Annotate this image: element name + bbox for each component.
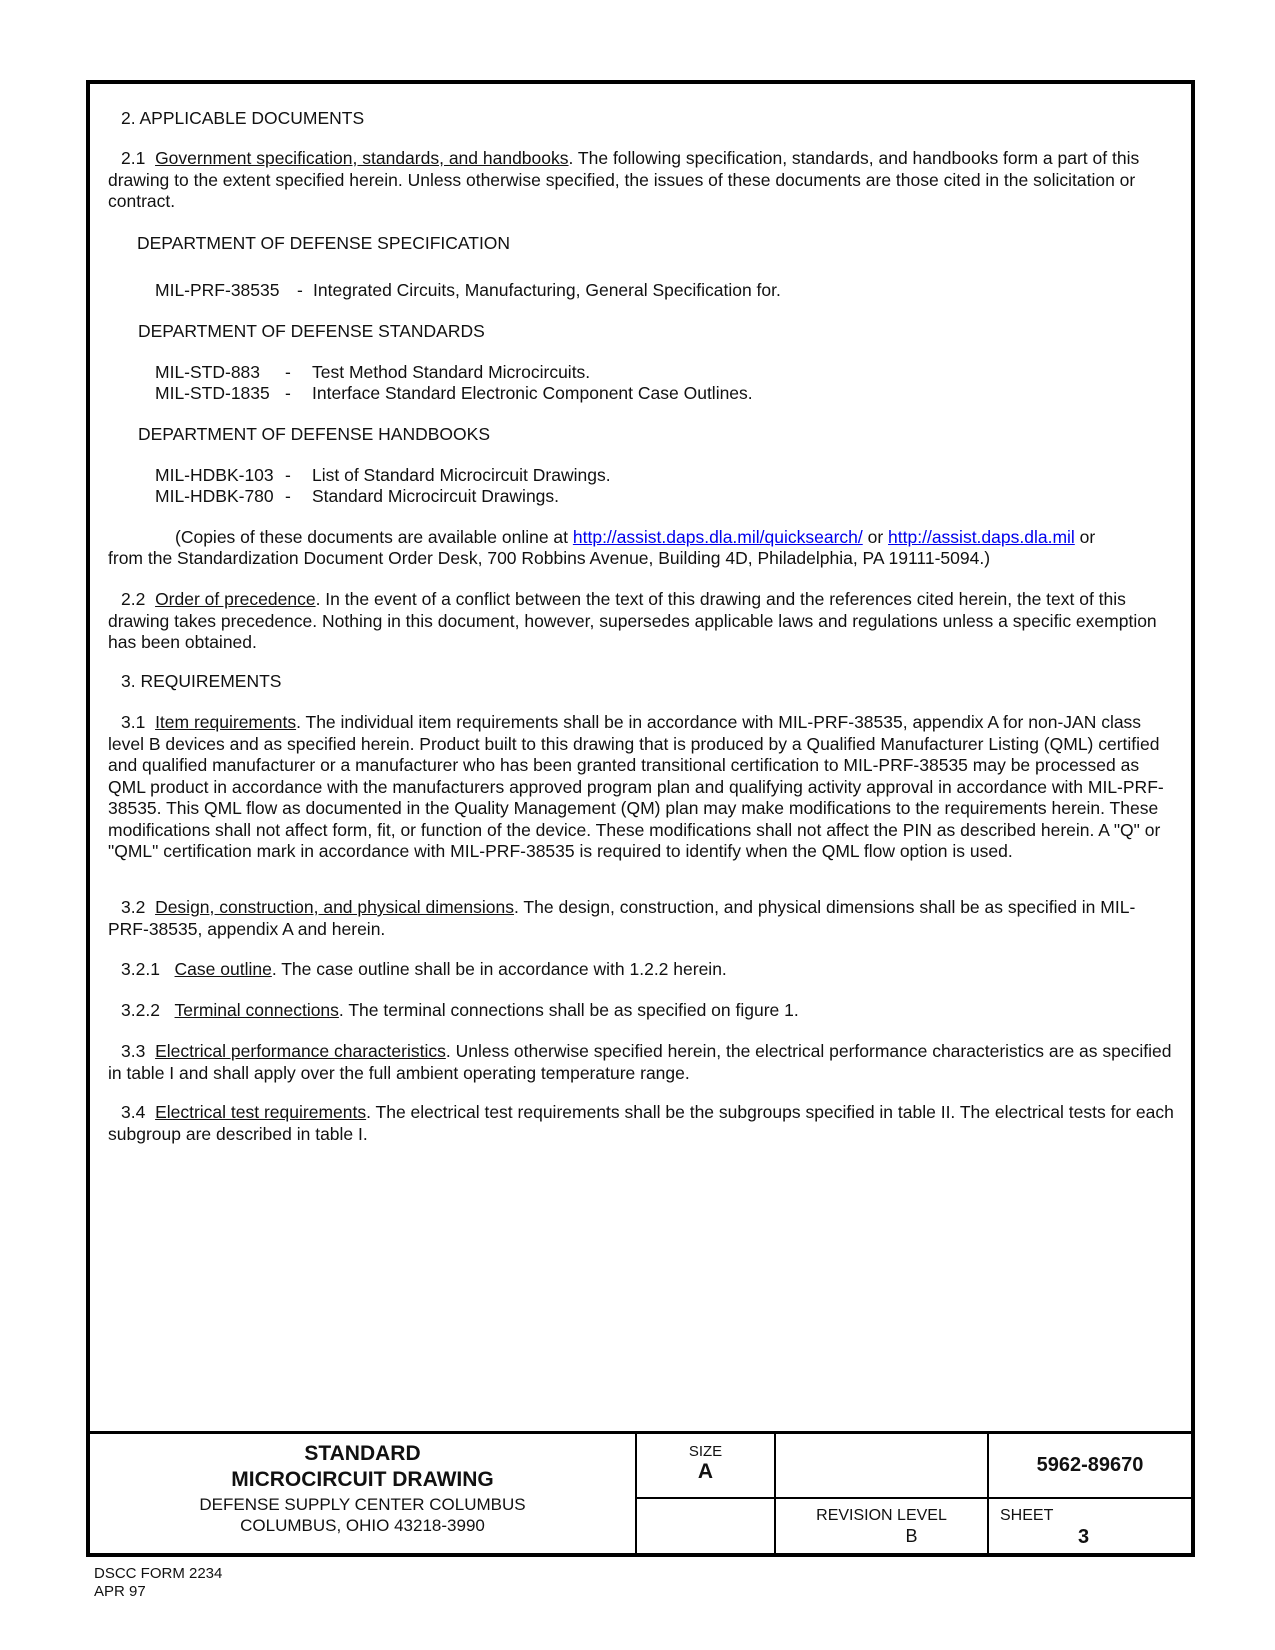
spec-item-dash: - — [297, 280, 303, 300]
size-cell — [637, 1443, 774, 1484]
std-item-id: MIL-STD-1835 — [155, 383, 270, 403]
copies-or: or — [862, 527, 889, 547]
title-block-agency — [90, 1441, 635, 1536]
form-footer — [94, 1565, 222, 1601]
paragraph-2-2-number: 2.2 — [121, 589, 146, 609]
form-date: APR 97 — [94, 1583, 146, 1600]
paragraph-2-1-text: . The following specification, standards, and handbooks form a part of this drawing to the extent specified herein. Unless otherwise specified, the issues of these documents are those cited in the solicitation or contract. — [108, 148, 1140, 211]
spec-item-desc: Integrated Circuits, Manufacturing, General Specification for. — [313, 280, 781, 300]
sheet-label: SHEET — [1000, 1507, 1054, 1524]
spec-item-id: MIL-PRF-38535 — [155, 280, 280, 300]
revision-cell — [776, 1506, 987, 1546]
hdbk-item-id: MIL-HDBK-780 — [155, 486, 274, 506]
paragraph-3-2-1-text: . The case outline shall be in accordance with 1.2.2 herein. — [271, 959, 727, 979]
paragraph-2-1-title: Government specification, standards, and handbooks — [155, 148, 569, 168]
std-item-desc: Interface Standard Electronic Component Case Outlines. — [312, 383, 753, 403]
paragraph-3-2-title: Design, construction, and physical dimensions — [155, 897, 515, 917]
title-agency-name: DEFENSE SUPPLY CENTER COLUMBUS — [199, 1495, 526, 1514]
paragraph-2-2-title: Order of precedence — [155, 589, 316, 609]
spec-heading: DEPARTMENT OF DEFENSE SPECIFICATION — [137, 233, 511, 253]
paragraph-3-2-2-number: 3.2.2 — [121, 1000, 160, 1020]
title-block — [90, 1431, 1191, 1556]
sheet-value: 3 — [1078, 1526, 1090, 1548]
paragraph-2-1-number: 2.1 — [121, 148, 146, 168]
copies-line-1 — [175, 527, 1095, 549]
sheet-cell — [1000, 1506, 1191, 1548]
paragraph-3-1 — [108, 712, 1176, 863]
std-item-dash: - — [285, 383, 291, 403]
paragraph-3-1-title: Item requirements — [155, 712, 297, 732]
paragraph-3-1-text: . The individual item requirements shall be in accordance with MIL-PRF-38535, appendix A for non-JAN class level B devices and as specified herein. Product built to this drawing that is produced by a Qualified Manufacturer Listing (QML) certified and qualified manufacturer or a manufacturer who has been granted transitional certification to MIL-PRF-38535 may be processed as QML product in accordance with the manufacturers approved program plan and qualifying activity approval in accordance with MIL-PRF-38535. This QML flow as documented in the Quality Management (QM) plan may make modifications to the requirements herein. These modifications shall not affect form, fit, or function of the device. These modifications shall not affect the PIN as described herein. A "Q" or "QML" certification mark in accordance with MIL-PRF-38535 is required to identify when the QML flow option is used. — [108, 712, 1164, 861]
revision-value: B — [905, 1526, 918, 1546]
copies-or-end: or — [1074, 527, 1096, 547]
hdbk-item-dash: - — [285, 465, 291, 485]
form-number: DSCC FORM 2234 — [94, 1565, 223, 1582]
size-label: SIZE — [688, 1443, 723, 1460]
section-2-heading: 2. APPLICABLE DOCUMENTS — [121, 108, 365, 128]
paragraph-3-2-text: . The design, construction, and physical dimensions shall be as specified in MIL-PRF-38535, appendix A and herein. — [108, 897, 1136, 939]
drawing-number: 5962-89670 — [1036, 1454, 1144, 1476]
copies-line-2: from the Standardization Document Order Desk, 700 Robbins Avenue, Building 4D, Philadelphia, PA 19111-5094.) — [108, 548, 991, 568]
paragraph-3-1-number: 3.1 — [121, 712, 146, 732]
title-block-divider — [987, 1434, 989, 1556]
paragraph-3-3 — [108, 1041, 1176, 1084]
quicksearch-link[interactable]: http://assist.daps.dla.mil/quicksearch/ — [572, 527, 863, 547]
handbooks-heading: DEPARTMENT OF DEFENSE HANDBOOKS — [138, 424, 490, 444]
paragraph-3-4-text: . The electrical test requirements shall be the subgroups specified in table II. The electrical tests for each subgroup are described in table I. — [108, 1102, 1174, 1144]
assist-link[interactable]: http://assist.daps.dla.mil — [888, 527, 1075, 547]
paragraph-3-3-number: 3.3 — [121, 1041, 146, 1061]
hdbk-item-id: MIL-HDBK-103 — [155, 465, 274, 485]
paragraph-3-2-2 — [108, 1000, 1176, 1022]
size-value: A — [697, 1460, 714, 1483]
hdbk-item-dash: - — [285, 486, 291, 506]
std-item-dash: - — [285, 362, 291, 382]
paragraph-3-4-number: 3.4 — [121, 1102, 146, 1122]
paragraph-3-4-title: Electrical test requirements — [155, 1102, 367, 1122]
revision-label: REVISION LEVEL — [816, 1507, 947, 1524]
paragraph-3-2-1 — [108, 959, 1176, 981]
paragraph-3-2-number: 3.2 — [121, 897, 146, 917]
paragraph-2-2-text: . In the event of a conflict between the text of this drawing and the references cited herein, the text of this drawing takes precedence. Nothing in this document, however, supersedes applicable laws and regulations unless a specific exemption has been obtained. — [108, 589, 1157, 652]
std-item-desc: Test Method Standard Microcircuits. — [312, 362, 591, 382]
paragraph-3-2 — [108, 897, 1176, 940]
hdbk-item-desc: List of Standard Microcircuit Drawings. — [312, 465, 611, 485]
hdbk-item-desc: Standard Microcircuit Drawings. — [312, 486, 560, 506]
paragraph-3-4 — [108, 1102, 1176, 1145]
paragraph-2-2 — [108, 589, 1176, 654]
title-standard: STANDARD — [304, 1442, 421, 1465]
paragraph-3-2-1-number: 3.2.1 — [121, 959, 160, 979]
paragraph-3-2-2-text: . The terminal connections shall be as specified on figure 1. — [338, 1000, 799, 1020]
copies-text: (Copies of these documents are available online at — [175, 527, 573, 547]
title-microcircuit-drawing: MICROCIRCUIT DRAWING — [231, 1468, 494, 1491]
title-agency-address: COLUMBUS, OHIO 43218-3990 — [240, 1516, 485, 1535]
paragraph-3-3-title: Electrical performance characteristics — [155, 1041, 446, 1061]
standards-heading: DEPARTMENT OF DEFENSE STANDARDS — [138, 321, 485, 341]
paragraph-3-2-1-title: Case outline — [174, 959, 272, 979]
title-block-divider — [635, 1497, 1191, 1499]
std-item-id: MIL-STD-883 — [155, 362, 261, 382]
paragraph-3-2-2-title: Terminal connections — [174, 1000, 339, 1020]
paragraph-2-1 — [108, 148, 1176, 213]
paragraph-3-3-text: . Unless otherwise specified herein, the electrical performance characteristics are as specified in table I and shall apply over the full ambient operating temperature range. — [108, 1041, 1172, 1083]
section-3-heading: 3. REQUIREMENTS — [121, 671, 282, 691]
